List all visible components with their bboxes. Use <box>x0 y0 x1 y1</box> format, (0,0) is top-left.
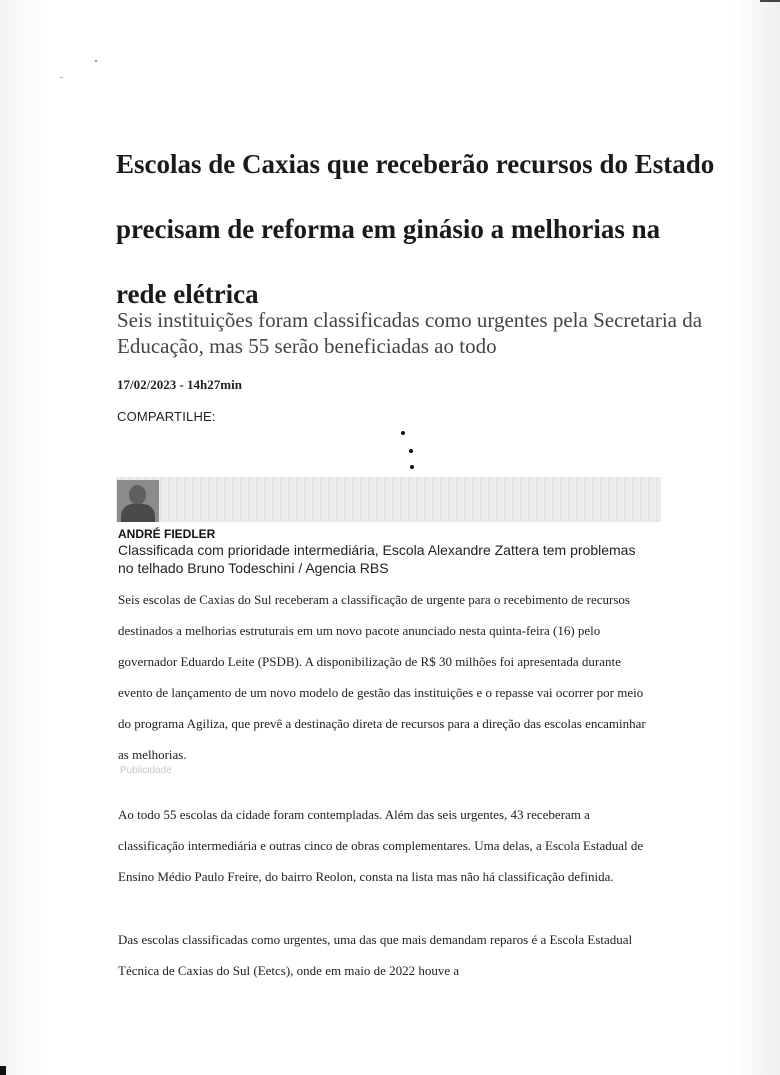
avatar-head <box>129 485 146 505</box>
article-headline: Escolas de Caxias que receberão recursos do Estado precisam de reforma em ginásio a melhorias na rede elétrica <box>116 149 715 309</box>
article-paragraph: Seis escolas de Caxias do Sul receberam a classificação de urgente para o recebimento de recursos destinados a melhorias estruturais em um novo pacote anunciado nesta quinta-feira (16) pelo governador Eduardo Leite (PSDB). A disponibilização de R$ 30 milhões foi apresentada durante evento de lançamento de um novo modelo de gestão das instituições e o repasse vai ocorrer por meio do programa Agiliza, que prevê a destinação direta de recursos para a direção das escolas encaminhar as melhorias. <box>118 592 646 762</box>
dot <box>410 465 414 469</box>
share-label: COMPARTILHE: <box>117 409 216 424</box>
article-date: 17/02/2023 - 14h27min <box>117 377 242 392</box>
article-paragraph: Das escolas classificadas como urgentes, uma das que mais demandam reparos é a Escola Estadual Técnica de Caxias do Sul (Eetcs), onde em maio de 2022 houve a <box>118 932 633 978</box>
article-photo <box>116 477 661 522</box>
author-avatar[interactable] <box>117 480 159 522</box>
dot <box>409 449 413 453</box>
article-subtitle: Seis instituições foram classificadas como urgentes pela Secretaria da Educação, mas 55 serão beneficiadas ao todo <box>117 308 703 358</box>
photo-caption: Classificada com prioridade intermediária, Escola Alexandre Zattera tem problemas no telhado Bruno Todeschini / Agencia RBS <box>118 542 636 576</box>
article-paragraph: Ao todo 55 escolas da cidade foram contempladas. Além das seis urgentes, 43 receberam a classificação intermediária e outras cinco de obras complementares. Uma delas, a Escola Estadual de Ensino Médio Paulo Freire, do bairro Reolon, consta na lista mas não há classificação definida. <box>118 807 644 884</box>
avatar-body <box>121 504 155 522</box>
dot <box>401 431 405 435</box>
author-name[interactable]: ANDRÉ FIEDLER <box>118 527 216 541</box>
ad-label: Publicidade <box>120 765 172 776</box>
